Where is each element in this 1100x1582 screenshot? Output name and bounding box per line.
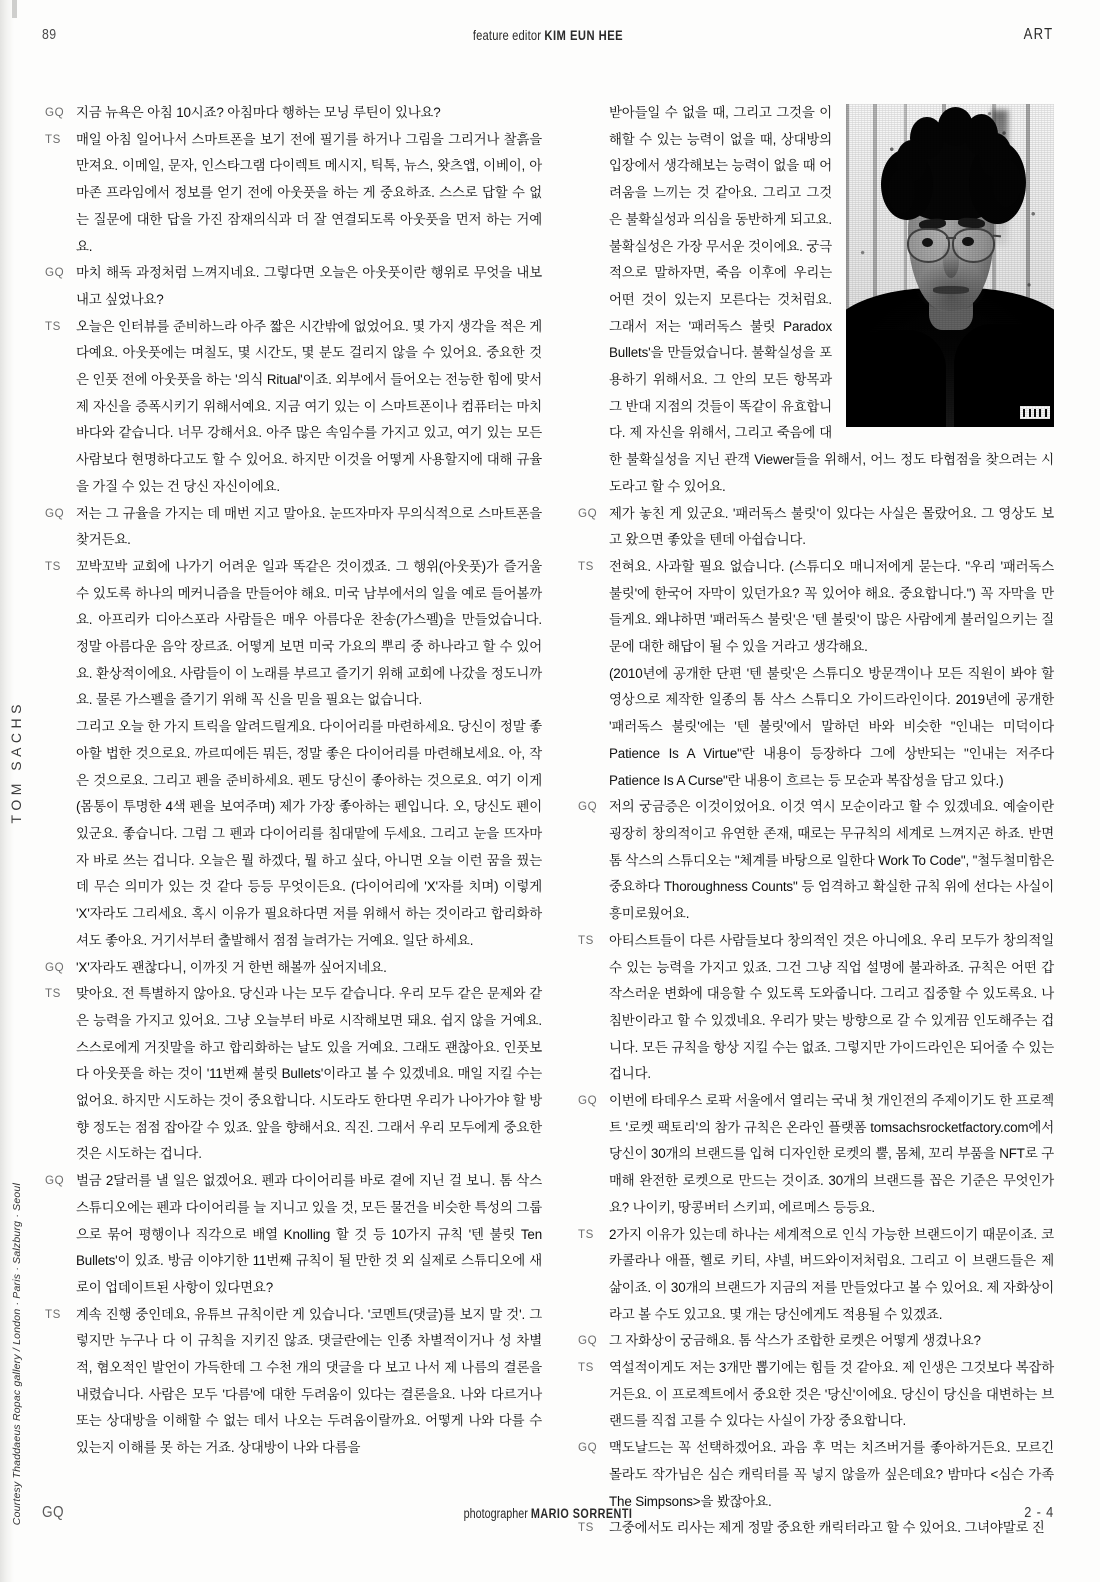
interview-answer: [45, 981, 542, 1168]
hair-curl: [992, 159, 1021, 207]
interview-question: [578, 1328, 1054, 1355]
image-courtesy-credit: Courtesy Thaddaeus Ropac gallery / London · Paris · Salzburg · Seoul: [11, 1183, 23, 1526]
speaker-label: TS: [45, 559, 62, 573]
section-label: ART: [1024, 26, 1054, 43]
speaker-label: GQ: [45, 506, 65, 520]
speaker-label: GQ: [578, 1334, 598, 1348]
interview-question: [45, 1168, 542, 1302]
paragraph-text: 그리고 오늘 한 가지 트릭을 알려드릴게요. 다이어리를 마련하세요. 당신이 정말 좋아할 법한 것으로요. 까르띠에든 뭐든, 정말 좋은 다이어리를 마련해보세요. 아, 작은 것으로요. 그리고 펜을 준비하세요. 펜도 당신이 좋아하는 것으로요. 여기 이게 (몸통이 투명한 4색 펜을 보여주며) 제가 가장 좋아하는 펜입니다. 오, 당신도 펜이 있군요. 좋습니다. 그럼 그 펜과 다이어리를 침대맡에 두세요. 그리고 눈을 뜨자마자 바로 쓰는 겁니다. 오늘은 뭘 하겠다, 뭘 하고 싶다, 아니면 오늘 이런 꿈을 꿨는데 무슨 의미가 있는 것 같다 등등 무엇이든요. (다이어리에 'X'자를 치며) 이렇게 'X'자라도 그리세요. 혹시 이유가 필요하다면 저를 위해서 하는 것이라고 합리화하셔도 좋아요. 거기서부터 출발해서 점점 늘려가는 거예요. 일단 하세요.: [76, 719, 542, 948]
speaker-label: TS: [578, 933, 595, 947]
feature-editor-credit: [143, 27, 953, 43]
paragraph-text: 계속 진행 중인데요, 유튜브 규칙이란 게 있습니다. '코멘트(댓글)를 보지 말 것'. 그렇지만 누구나 다 이 규칙을 지키진 않죠. 댓글란에는 인종 차별적이거나 성 차별적, 혐오적인 발언이 가득한데 그 수천 개의 댓글을 다 보고 나서 제 나름의 결론을 내렸습니다. 사람은 모두 '다름'에 대한 두려움이 있다는 결론을요. 나와 다르거나 또는 상대방을 이해할 수 없는 데서 나오는 두려움이랄까요. 어떻게 나와 다를 수 있는지 이해를 못 하는 거죠. 상대방이 나와 다름을: [76, 1306, 542, 1456]
paragraph-text: 역설적이게도 저는 3개만 뽑기에는 힘들 것 같아요. 제 인생은 그것보다 복잡하거든요. 이 프로젝트에서 중요한 것은 '당신'이에요. 당신이 당신을 대변하는 브랜드를 직접 고를 수 있다는 사실이 가장 중요합니다.: [609, 1360, 1054, 1429]
subject-vertical-title: TOM SACHS: [8, 700, 24, 824]
page-footer: [42, 1504, 1054, 1524]
paragraph-text: 저는 그 규율을 가지는 데 매번 지고 말아요. 눈뜨자마자 무의식적으로 스마트폰을 찾거든요.: [76, 505, 542, 548]
speaker-label: GQ: [578, 506, 598, 520]
interview-answer: [578, 554, 1054, 661]
paragraph-text: 벌금 2달러를 낼 일은 없겠어요. 펜과 다이어리를 바로 곁에 지닌 걸 보니. 톰 삭스 스튜디오에는 펜과 다이어리를 늘 지니고 있을 것, 모든 물건을 비슷한 특성의 그룹으로 묶어 평행이나 직각으로 배열 Knolling 할 것 등 10가지 규칙 '텐 불릿 Ten Bullets'이 있죠. 방금 이야기한 11번째 규칙이 될 만한 것 외 실제로 스튜디오에 새로이 업데이트된 사항이 있다면요?: [76, 1173, 542, 1295]
scan-nick-artifact: [12, 0, 17, 18]
eyeglass-bridge: [946, 237, 956, 239]
interview-answer: [45, 1302, 542, 1462]
interview-question: [578, 794, 1054, 928]
portrait-image: [846, 104, 1054, 427]
feature-editor-role: feature editor: [472, 27, 542, 43]
speaker-label: GQ: [578, 800, 598, 814]
paragraph-text: 이번에 타데우스 로팍 서울에서 열리는 국내 첫 개인전의 주제이기도 한 프로젝트 '로켓 팩토리'의 참가 규칙은 온라인 플랫폼 tomsachsrocketfactory.com에서 당신이 30개의 브랜드를 입혀 디자인한 로켓의 뿔, 몸체, 꼬리 부품을 NFT로 구매해 완전한 로켓으로 만드는 것이죠. 30개의 브랜드를 꼽은 기준은 무엇인가요? 나이키, 땅콩버터 스키피, 에르메스 등등요.: [609, 1093, 1054, 1215]
paragraph-text: 전혀요. 사과할 필요 없습니다. (스튜디오 매니저에게 묻는다. "우리 '패러독스 불릿'에 한국어 자막이 있던가요? 꼭 있어야 해요. 중요합니다.") 꼭 자막을 만들게요. 왜냐하면 '패러독스 불릿'은 '텐 불릿'이 많은 사람에게 불러일으키는 질문에 대한 해답이 될 수 있을 거라고 생각해요.: [609, 558, 1054, 655]
interview-question: [578, 1088, 1054, 1222]
paragraph-text: 제가 놓친 게 있군요. '패러독스 불릿'이 있다는 사실은 몰랐어요. 그 영상도 보고 왔으면 좋았을 텐데 아쉽습니다.: [609, 505, 1054, 548]
paragraph-text: 오늘은 인터뷰를 준비하느라 아주 짧은 시간밖에 없었어요. 몇 가지 생각을 적은 게 다예요. 아웃풋에는 며칠도, 몇 시간도, 몇 분도 걸리지 않을 수 있어요. 중요한 것은 인풋 전에 아웃풋을 하는 '의식 Ritual'이죠. 외부에서 들어오는 전능한 힘에 맞서 제 자신을 증폭시키기 위해서예요. 지금 여기 있는 이 스마트폰이나 컴퓨터는 마치 바다와 같습니다. 너무 강해서요. 아주 많은 속임수를 가지고 있고, 여기 있는 모든 사람보다 현명하다고도 할 수 있어요. 하지만 이것을 어떻게 사용할지에 대해 규율을 가질 수 있는 건 당신 자신이에요.: [76, 318, 542, 494]
tom-sachs-portrait-photo: [846, 104, 1054, 427]
interview-question: [45, 501, 542, 554]
paragraph-text: 마치 해독 과정처럼 느껴지네요. 그렇다면 오늘은 아웃풋이란 행위로 무엇을 내보내고 싶었나요?: [76, 265, 542, 307]
running-head: [42, 26, 1054, 48]
speaker-label: TS: [578, 1361, 595, 1375]
interview-paragraph-continued: [45, 714, 542, 954]
interview-paragraph-continued: [578, 661, 1054, 795]
interview-answer: [45, 554, 542, 714]
speaker-label: TS: [45, 132, 62, 146]
speaker-label: TS: [45, 987, 62, 1001]
paragraph-text: 꼬박꼬박 교회에 나가기 어려운 일과 똑같은 것이겠죠. 그 행위(아웃풋)가 즐거울 수 있도록 하나의 메커니즘을 만들어야 해요. 미국 남부에서의 일을 예로 들어볼까요. 아프리카 디아스포라 사람들은 매우 아름다운 찬송(가스펠)을 만들었습니다. 정말 아름다운 음악 장르죠. 어떻게 보면 미국 가요의 뿌리 중 하나라고 할 수 있어요. 환상적이에요. 사람들이 이 노래를 부르고 즐기기 위해 교회에 나갔을 정도니까요. 물론 가스펠을 즐기기 위해 꼭 신을 믿을 필요는 없습니다.: [76, 558, 542, 708]
body-column-right: [578, 100, 1054, 1542]
paragraph-text: 그중에서도 리사는 제게 정말 중요한 캐릭터라고 할 수 있어요. 그녀야말로 진: [609, 1520, 1045, 1536]
interview-answer: [45, 314, 542, 501]
paragraph-text: 받아들일 수 없을 때, 그리고 그것을 이해할 수 있는 능력이 없을 때, 상대방의 입장에서 생각해보는 능력이 없을 때 어려움을 느끼는 것 같아요. 그리고 그것은 불확실성과 의심을 동반하게 되고요. 불확실성은 가장 무서운 것이에요. 궁극적으로 말하자면, 죽음 이후에 우리는 어떤 것이 있는지 모른다는 것처럼요. 그래서 저는 '패러독스 불릿 Paradox Bullets'을 만들었습니다. 불확실성을 포용하기 위해서요. 그 안의 모든 항목과 그 반대 지점의 것들이 똑같이 유효합니다. 제 자신을 위해서, 그리고 죽음에 대한 불확실성을 지닌 관객 Viewer들을 위해서, 어느 정도 타협점을 찾으려는 시도라고 할 수 있어요.: [609, 105, 1054, 494]
interview-question: [578, 501, 1054, 554]
speaker-label: GQ: [578, 1094, 598, 1108]
speaker-label: GQ: [578, 1441, 598, 1455]
page-number: 2 - 4: [1024, 1504, 1054, 1521]
subject-beard-shadow: [915, 259, 988, 311]
wall-tag-icon: [1020, 406, 1050, 419]
paragraph-text: 맞아요. 전 특별하지 않아요. 당신과 나는 모두 같습니다. 우리 모두 같은 문제와 같은 능력을 가지고 있어요. 그냥 오늘부터 바로 시작해보면 돼요. 쉽지 않을 거예요. 스스로에게 거짓말을 하고 합리화하는 날도 있을 거예요. 그래도 괜찮아요. 인풋보다 아웃풋을 하는 것이 '11번째 불릿 Bullets'이라고 볼 수 있겠네요. 매일 지킬 수는 없어요. 하지만 시도하는 것이 중요합니다. 시도라도 한다면 우리가 나아가야 할 방향 정도는 점점 잡아갈 수 있죠. 앞을 향해서요. 직진. 그래서 우리 모두에게 중요한 것은 시도하는 겁니다.: [76, 986, 542, 1162]
folio-number: 89: [42, 26, 57, 43]
speaker-label: GQ: [45, 106, 65, 119]
speaker-label: TS: [45, 1307, 62, 1321]
interview-answer: [578, 1222, 1054, 1329]
interview-answer: [578, 928, 1054, 1088]
photographer-credit: [143, 1506, 953, 1521]
feature-editor-name: KIM EUN HEE: [544, 27, 624, 43]
subject-mouth: [933, 286, 968, 293]
paragraph-text: 맥도날드는 꼭 선택하겠어요. 과음 후 먹는 치즈버거를 좋아하거든요. 모르긴 몰라도 작가님은 심슨 캐릭터를 꼭 넣지 않을까 싶은데요? 밤마다 <심슨 가족 The Simpsons>을 봤잖아요.: [609, 1440, 1054, 1509]
paragraph-text: 지금 뉴욕은 아침 10시죠? 아침마다 행하는 모닝 루틴이 있나요?: [76, 105, 441, 120]
subject-shoulder-left: [846, 330, 946, 427]
paragraph-text: 저의 궁금증은 이것이었어요. 이것 역시 모순이라고 할 수 있겠네요. 예술이란 굉장히 창의적이고 유연한 존재, 때로는 무규칙의 세계로 느껴지곤 하죠. 반면 톰 삭스의 스튜디오는 "체계를 바탕으로 일한다 Work To Code", "철두철미함은 중요하다 Thoroughness Counts" 등 엄격하고 확실한 규칙 위에 선다는 사실이 흥미로웠어요.: [609, 799, 1054, 922]
speaker-label: TS: [578, 1227, 595, 1241]
interview-question: [45, 955, 542, 982]
hair-curl: [888, 169, 915, 214]
paragraph-text: 'X'자라도 괜찮다니, 이까짓 거 한번 해볼까 싶어지네요.: [76, 959, 387, 975]
speaker-label: TS: [578, 559, 595, 573]
paragraph-text: 매일 아침 일어나서 스마트폰을 보기 전에 필기를 하거나 그림을 그리거나 찰흙을 만져요. 이메일, 문자, 인스타그램 다이렉트 메시지, 틱톡, 뉴스, 왓츠앱, 이베이, 아마존 프라임에서 정보를 얻기 전에 아웃풋을 하는 게 중요하죠. 스스로 답할 수 없는 질문에 대한 답을 가진 잠재의식과 더 잘 연결되도록 아웃풋을 먼저 하는 거예요.: [76, 131, 542, 254]
interview-question: [45, 260, 542, 313]
interview-answer: [578, 1355, 1054, 1435]
paragraph-text: 그 자화상이 궁금해요. 톰 삭스가 조합한 로켓은 어떻게 생겼나요?: [609, 1333, 981, 1349]
paragraph-text: (2010년에 공개한 단편 '텐 불릿'은 스튜디오 방문객이나 모든 직원이 봐야 할 영상으로 제작한 일종의 톰 삭스 스튜디오 가이드라인이다. 2019년에 공개한 '패러독스 불릿'에는 '텐 불릿'에서 말하던 바와 비슷한 "인내는 미덕이다 Patience Is A Virtue"란 내용이 등장하다 그에 상반되는 "인내는 저주다 Patience Is A Curse"란 내용이 흐르는 등 모순과 복잡성을 담고 있다.): [609, 665, 1054, 788]
photographer-name: MARIO SORRENTI: [530, 1506, 633, 1521]
photographer-role: photographer: [463, 1506, 528, 1521]
speaker-label: TS: [45, 319, 62, 333]
magazine-brand: GQ: [42, 1504, 65, 1521]
speaker-label: TS: [578, 1521, 595, 1535]
body-column-left: [45, 100, 542, 1462]
interview-answer: [45, 127, 542, 261]
paragraph-text: 2가지 이유가 있는데 하나는 세계적으로 인식 가능한 브랜드이기 때문이죠. 코카콜라나 애플, 헬로 키티, 샤넬, 버드와이저처럼요. 그리고 이 브랜드들은 제 삶이죠. 이 30개의 브랜드가 지금의 저를 만들었다고 볼 수 있어요. 제 자화상이라고 볼 수도 있고요. 몇 개는 당신에게도 적용될 수 있겠죠.: [609, 1226, 1054, 1322]
speaker-label: GQ: [45, 960, 65, 974]
paragraph-text: 아티스트들이 다른 사람들보다 창의적인 것은 아니에요. 우리 모두가 창의적일 수 있는 능력을 가지고 있죠. 그건 그냥 직업 설명에 불과하죠. 규칙은 어떤 갑작스러운 변화에 대응할 수 있도록 도와줍니다. 그리고 집중할 수 있도록요. 나침반이라고 할 수 있겠네요. 우리가 맞는 방향으로 갈 수 있게끔 인도해주는 겁니다. 모든 규칙을 항상 지킬 수는 없죠. 그렇지만 가이드라인은 되어줄 수 있는 겁니다.: [609, 932, 1054, 1082]
speaker-label: GQ: [45, 1174, 65, 1188]
interview-question: [45, 100, 542, 127]
speaker-label: GQ: [45, 266, 65, 280]
